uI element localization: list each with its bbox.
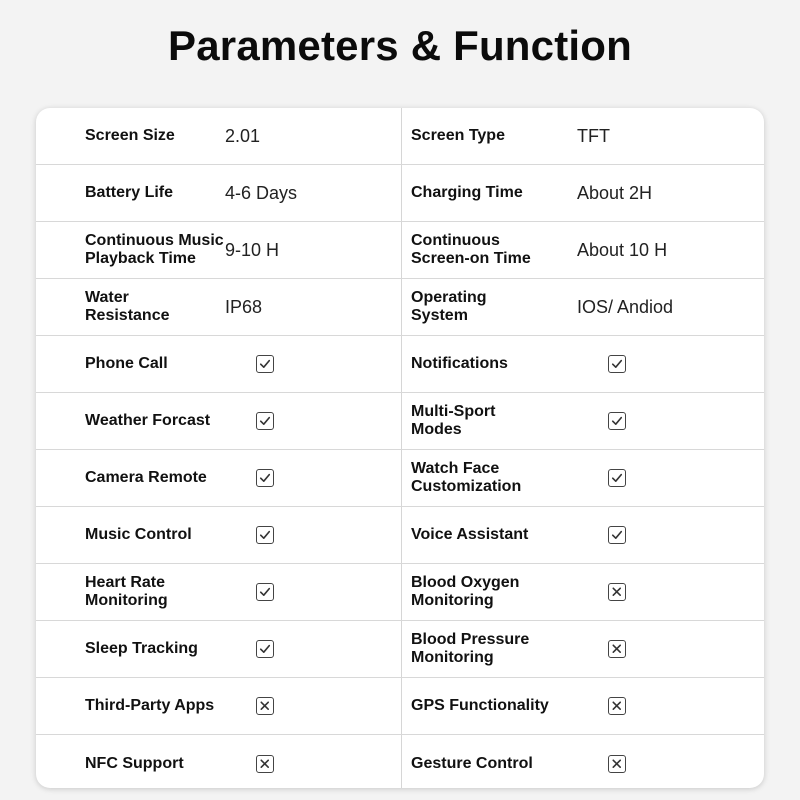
x-icon <box>608 640 626 658</box>
feature-label-text: Camera Remote <box>85 469 207 486</box>
feature-label-text: Multi-Sport Modes <box>411 403 496 438</box>
feature-label-text: Weather Forcast <box>85 412 211 429</box>
feature-label <box>411 678 551 734</box>
x-icon <box>256 755 274 773</box>
spec-label-text: Water Resistance <box>85 289 170 324</box>
feature-label <box>85 564 230 620</box>
page-title: Parameters & Function <box>168 22 632 69</box>
spec-label-text: Charging Time <box>411 184 523 201</box>
feature-label <box>411 393 551 449</box>
feature-label <box>85 507 230 563</box>
feature-label-text: Phone Call <box>85 355 168 372</box>
feature-label <box>85 336 230 392</box>
table-row <box>36 450 764 507</box>
feature-label-text: Gesture Control <box>411 754 533 772</box>
table-row <box>36 621 764 678</box>
x-icon <box>608 697 626 715</box>
table-row <box>36 564 764 621</box>
check-icon <box>256 469 274 487</box>
spec-label-text: Operating System <box>411 289 487 324</box>
feature-label <box>411 450 551 506</box>
spec-label-text: Continuous Screen-on Time <box>411 232 531 267</box>
feature-label-text: Sleep Tracking <box>85 640 198 657</box>
spec-label <box>85 108 230 164</box>
feature-label-text: Blood Pressure Monitoring <box>411 631 530 666</box>
feature-label-text: Third-Party Apps <box>85 697 215 714</box>
spec-label <box>411 222 551 278</box>
feature-label <box>85 621 230 677</box>
spec-label <box>411 279 551 335</box>
feature-label <box>411 735 551 788</box>
table-row <box>36 279 764 336</box>
spec-value: 9-10 H <box>225 239 280 260</box>
feature-label-text: Watch Face Customization <box>411 460 522 495</box>
feature-label <box>85 678 230 734</box>
spec-label-text: Screen Size <box>85 127 175 144</box>
spec-label <box>85 165 230 221</box>
check-icon <box>608 412 626 430</box>
table-row <box>36 735 764 788</box>
spec-value: IP68 <box>225 296 263 317</box>
feature-label-text: Notifications <box>411 355 508 372</box>
spec-value: 2.01 <box>225 125 261 146</box>
table-row <box>36 222 764 279</box>
spec-label-text: Battery Life <box>85 184 174 201</box>
spec-value: About 2H <box>577 182 653 203</box>
check-icon <box>256 640 274 658</box>
feature-label <box>411 507 551 563</box>
check-icon <box>608 469 626 487</box>
spec-label <box>85 279 230 335</box>
feature-label <box>411 621 551 677</box>
spec-value: TFT <box>577 125 610 146</box>
feature-label-text: Music Control <box>85 526 192 543</box>
feature-label <box>85 735 230 788</box>
spec-value: IOS/ Andiod <box>577 296 674 317</box>
spec-value: About 10 H <box>577 239 668 260</box>
feature-label <box>411 336 551 392</box>
spec-label <box>85 222 230 278</box>
table-row <box>36 507 764 564</box>
spec-label <box>411 165 551 221</box>
x-icon <box>608 583 626 601</box>
check-icon <box>256 412 274 430</box>
table-row <box>36 336 764 393</box>
spec-label <box>411 108 551 164</box>
x-icon <box>608 755 626 773</box>
spec-value: 4-6 Days <box>225 182 298 203</box>
spec-label-text: Continuous Music Playback Time <box>85 232 224 267</box>
check-icon <box>608 355 626 373</box>
feature-label-text: Voice Assistant <box>411 526 529 543</box>
table-row <box>36 678 764 735</box>
check-icon <box>256 583 274 601</box>
feature-label <box>411 564 551 620</box>
feature-label <box>85 393 230 449</box>
table-row <box>36 108 764 165</box>
check-icon <box>256 355 274 373</box>
check-icon <box>256 526 274 544</box>
spec-label-text: Screen Type <box>411 127 505 144</box>
x-icon <box>256 697 274 715</box>
feature-label-text: NFC Support <box>85 754 184 772</box>
table-row <box>36 165 764 222</box>
feature-label-text: GPS Functionality <box>411 697 549 714</box>
feature-label-text: Blood Oxygen Monitoring <box>411 574 520 609</box>
parameters-table <box>36 108 764 788</box>
feature-label <box>85 450 230 506</box>
feature-label-text: Heart Rate Monitoring <box>85 574 168 609</box>
table-row <box>36 393 764 450</box>
check-icon <box>608 526 626 544</box>
